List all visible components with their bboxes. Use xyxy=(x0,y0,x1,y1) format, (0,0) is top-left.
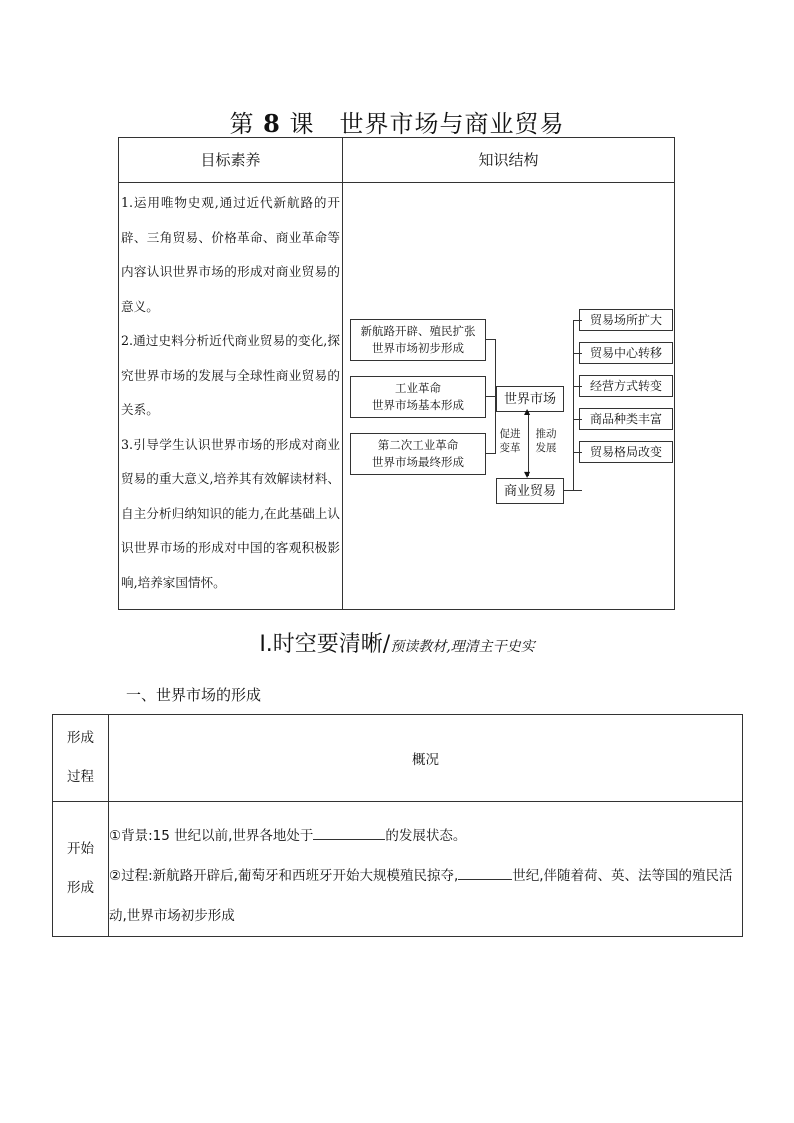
goal-item: 2.通过史料分析近代商业贸易的变化,探究世界市场的发展与全球性商业贸易的关系。 xyxy=(121,333,340,417)
row-label-start: 开始 形成 xyxy=(53,802,109,937)
objectives-table xyxy=(118,137,675,610)
result-box: 商品种类丰富 xyxy=(579,408,673,430)
section-heading: Ⅰ.时空要清晰/预读教材,理清主干史实 xyxy=(259,632,535,657)
arrow-label-right: 推动发展 xyxy=(535,428,557,454)
formation-table xyxy=(52,714,743,937)
world-market-box: 世界市场 xyxy=(496,386,564,412)
col-header-overview: 概况 xyxy=(109,715,743,802)
goals-cell xyxy=(119,183,343,610)
connector xyxy=(485,396,495,397)
arrow-up-icon: ▲ xyxy=(524,407,531,416)
arrow-line xyxy=(528,412,529,476)
stage-box-2: 工业革命 世界市场基本形成 xyxy=(350,376,486,418)
result-box: 贸易格局改变 xyxy=(579,441,673,463)
arrow-down-icon: ▼ xyxy=(524,470,531,479)
goal-item: 3.引导学生认识世界市场的形成对商业贸易的重大意义,培养其有效解读材料、自主分析归纳知识的能力,在此基础上认识世界市场的形成对中国的客观积极影响,培养家国情怀。 xyxy=(121,436,340,590)
col-header-process: 形成 过程 xyxy=(53,715,109,802)
connector xyxy=(573,320,574,491)
header-goals: 目标素养 xyxy=(119,138,343,183)
result-box: 经营方式转变 xyxy=(579,375,673,397)
structure-cell xyxy=(343,183,675,610)
commerce-box: 商业贸易 xyxy=(496,478,564,504)
page-title: 第 8 课 世界市场与商业贸易 xyxy=(229,109,565,138)
connector xyxy=(563,490,573,491)
arrow-label-left: 促进变革 xyxy=(499,428,521,454)
goal-item: 1.运用唯物史观,通过近代新航路的开辟、三角贸易、价格革命、商业革命等内容认识世界市场的形成对商业贸易的意义。 xyxy=(121,195,340,314)
subheading: 一、世界市场的形成 xyxy=(126,686,262,704)
fill-blank[interactable] xyxy=(313,825,385,840)
header-structure: 知识结构 xyxy=(343,138,675,183)
connector xyxy=(485,453,495,454)
result-box: 贸易场所扩大 xyxy=(579,309,673,331)
overview-cell: ①背景:15 世纪以前,世界各地处于 的发展状态。 ②过程:新航路开辟后,葡萄牙和西班牙开始大规模殖民掠夺, 世纪,伴随着荷、英、法等国的殖民活动,世界市场初步形成 xyxy=(109,802,743,937)
connector xyxy=(573,490,582,491)
knowledge-diagram xyxy=(343,183,674,606)
result-box: 贸易中心转移 xyxy=(579,342,673,364)
stage-box-1: 新航路开辟、殖民扩张 世界市场初步形成 xyxy=(350,319,486,361)
stage-box-3: 第二次工业革命 世界市场最终形成 xyxy=(350,433,486,475)
connector xyxy=(485,339,495,340)
fill-blank[interactable] xyxy=(458,865,512,880)
